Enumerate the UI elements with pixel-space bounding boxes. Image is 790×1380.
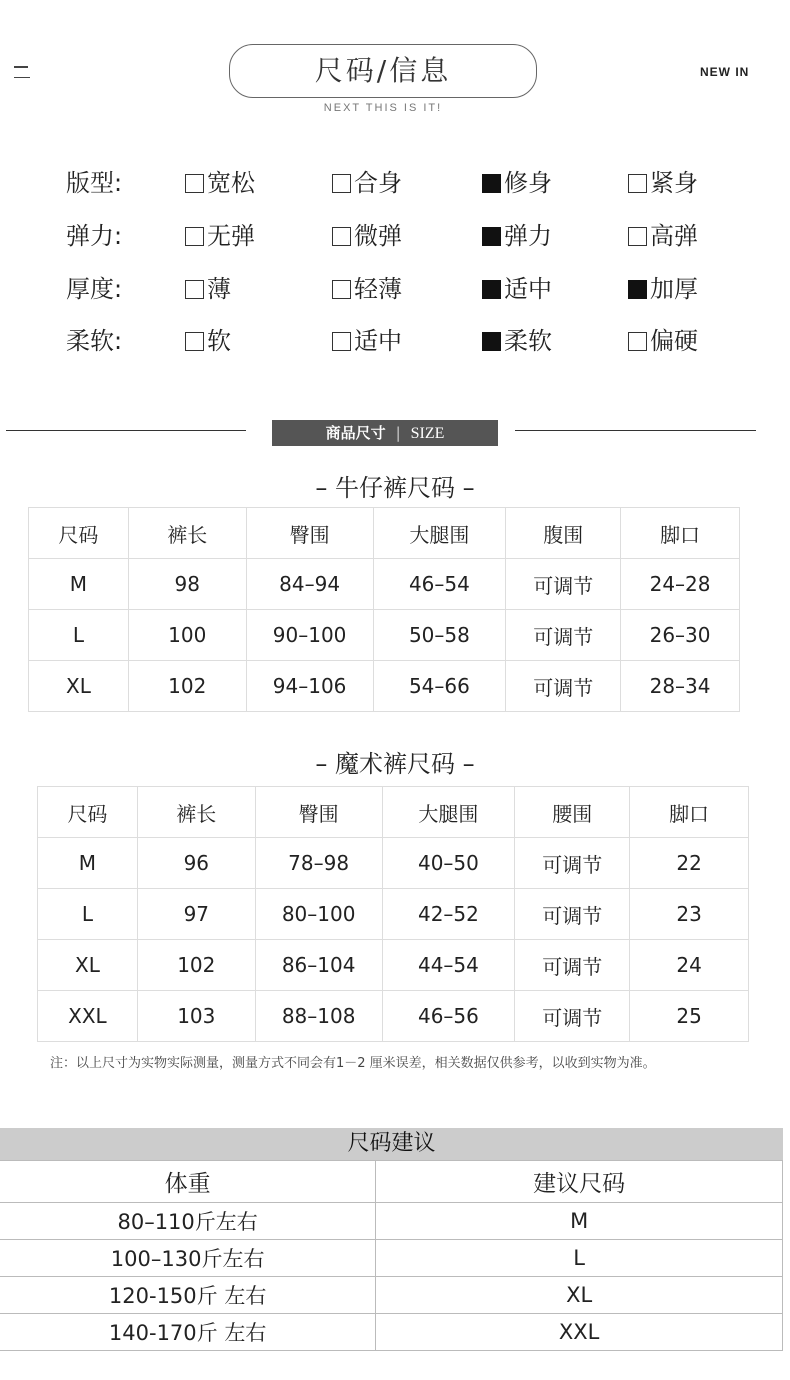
checked-box-icon (482, 174, 501, 193)
table-cell: 97 (137, 889, 255, 940)
attribute-row (0, 269, 790, 309)
attribute-option (185, 269, 231, 304)
table-cell: 102 (128, 661, 246, 712)
table-header-row (38, 787, 749, 838)
attribute-row (0, 163, 790, 203)
attribute-option (482, 216, 552, 251)
attribute-option (185, 163, 255, 198)
table-cell: 可调节 (506, 610, 621, 661)
table-header-cell: 尺码 (29, 508, 129, 559)
attribute-option (482, 269, 552, 304)
table-cell: L (29, 610, 129, 661)
attribute-option (628, 163, 698, 198)
table-cell: 46–56 (382, 991, 515, 1042)
table-header-cell: 腹围 (506, 508, 621, 559)
table-header-cell: 脚口 (621, 508, 740, 559)
unchecked-box-icon (332, 174, 351, 193)
attribute-option-label: 适中 (354, 327, 402, 355)
recommend-row (0, 1240, 783, 1277)
table-cell: 26–30 (621, 610, 740, 661)
attribute-label: 厚度: (66, 275, 123, 303)
table-header-row (29, 508, 740, 559)
unchecked-box-icon (185, 280, 204, 299)
checked-box-icon (482, 227, 501, 246)
table-cell: 24 (630, 940, 749, 991)
table-cell: 103 (137, 991, 255, 1042)
table-cell: 94–106 (246, 661, 373, 712)
table-cell: 23 (630, 889, 749, 940)
recommend-row (0, 1203, 783, 1240)
table-cell: 96 (137, 838, 255, 889)
table-row (38, 940, 749, 991)
table-cell: 88–108 (255, 991, 382, 1042)
unchecked-box-icon (628, 332, 647, 351)
menu-icon[interactable] (14, 66, 30, 80)
table-cell: 78–98 (255, 838, 382, 889)
table-row (29, 610, 740, 661)
attribute-option (332, 216, 402, 251)
attribute-option-label: 高弹 (650, 222, 698, 250)
table-cell: 54–66 (373, 661, 506, 712)
table-cell: 28–34 (621, 661, 740, 712)
recommend-cell: XL (376, 1277, 783, 1314)
section-title-en: SIZE (410, 425, 445, 442)
recommend-cell: L (376, 1240, 783, 1277)
attribute-option (332, 269, 402, 304)
table-header-cell: 尺码 (38, 787, 138, 838)
table-cell: 可调节 (506, 559, 621, 610)
table-cell: XXL (38, 991, 138, 1042)
attribute-option-label: 软 (207, 327, 231, 355)
table-cell: 84–94 (246, 559, 373, 610)
checked-box-icon (482, 332, 501, 351)
section-separator: | (395, 424, 401, 442)
unchecked-box-icon (628, 174, 647, 193)
table-cell: 86–104 (255, 940, 382, 991)
unchecked-box-icon (185, 174, 204, 193)
table-cell: 可调节 (515, 991, 630, 1042)
table-header-cell: 裤长 (128, 508, 246, 559)
table-row (38, 991, 749, 1042)
page-subtitle: NEXT THIS IS IT! (323, 102, 443, 114)
attribute-option-label: 加厚 (650, 275, 698, 303)
attribute-option-label: 无弹 (207, 222, 255, 250)
magic-table-title: – 魔术裤尺码 – (315, 750, 475, 778)
table-cell: XL (29, 661, 129, 712)
table-header-cell: 臀围 (255, 787, 382, 838)
jeans-table-title: – 牛仔裤尺码 – (315, 474, 475, 502)
attribute-option-label: 紧身 (650, 169, 698, 197)
attribute-label: 版型: (66, 169, 123, 197)
table-cell: 44–54 (382, 940, 515, 991)
unchecked-box-icon (332, 280, 351, 299)
recommend-row (0, 1277, 783, 1314)
recommend-cell: 120-150斤 左右 (0, 1277, 376, 1314)
table-row (38, 838, 749, 889)
table-cell: M (38, 838, 138, 889)
attribute-option-label: 轻薄 (354, 275, 402, 303)
recommend-cell: XXL (376, 1314, 783, 1351)
table-header-cell: 腰围 (515, 787, 630, 838)
table-header-cell: 大腿围 (373, 508, 506, 559)
checked-box-icon (628, 280, 647, 299)
attribute-option (185, 216, 255, 251)
recommend-cell: 100–130斤左右 (0, 1240, 376, 1277)
attribute-option (628, 321, 698, 356)
table-header-cell: 大腿围 (382, 787, 515, 838)
attribute-option (185, 321, 231, 356)
magic-size-table (37, 786, 749, 1042)
table-cell: 102 (137, 940, 255, 991)
divider-left (6, 430, 246, 431)
attribute-option (332, 321, 402, 356)
table-cell: XL (38, 940, 138, 991)
attribute-row (0, 216, 790, 256)
attribute-option-label: 微弹 (354, 222, 402, 250)
table-row (29, 559, 740, 610)
table-cell: 可调节 (515, 889, 630, 940)
unchecked-box-icon (628, 227, 647, 246)
table-cell: 40–50 (382, 838, 515, 889)
recommend-cell: 80–110斤左右 (0, 1203, 376, 1240)
unchecked-box-icon (332, 332, 351, 351)
table-cell: 46–54 (373, 559, 506, 610)
unchecked-box-icon (185, 227, 204, 246)
recommend-title: 尺码建议 (0, 1128, 783, 1160)
table-cell: 22 (630, 838, 749, 889)
table-cell: 可调节 (506, 661, 621, 712)
recommend-row (0, 1314, 783, 1351)
attribute-option-label: 柔软 (504, 327, 552, 355)
recommend-cell: M (376, 1203, 783, 1240)
page-title: 尺码/信息 (229, 44, 537, 98)
attribute-option (332, 163, 402, 198)
recommend-header-row (0, 1161, 783, 1203)
table-cell: 24–28 (621, 559, 740, 610)
attribute-option-label: 宽松 (207, 169, 255, 197)
attribute-option (482, 321, 552, 356)
unchecked-box-icon (185, 332, 204, 351)
table-row (29, 661, 740, 712)
table-row (38, 889, 749, 940)
table-cell: 可调节 (515, 940, 630, 991)
recommend-header-cell: 体重 (0, 1161, 376, 1203)
table-header-cell: 裤长 (137, 787, 255, 838)
table-cell: L (38, 889, 138, 940)
table-cell: 90–100 (246, 610, 373, 661)
measurement-note: 注：以上尺寸为实物实际测量，测量方式不同会有1－2 厘米误差，相关数据仅供参考，以收到实物为准。 (50, 1056, 656, 1071)
attribute-option-label: 偏硬 (650, 327, 698, 355)
recommend-table (0, 1160, 783, 1351)
attribute-option-label: 修身 (504, 169, 552, 197)
table-cell: 98 (128, 559, 246, 610)
attribute-option (482, 163, 552, 198)
recommend-header-cell: 建议尺码 (376, 1161, 783, 1203)
table-cell: 80–100 (255, 889, 382, 940)
attribute-label: 柔软: (66, 327, 123, 355)
attribute-option-label: 薄 (207, 275, 231, 303)
section-badge (272, 420, 498, 446)
attribute-option (628, 269, 698, 304)
attribute-option-label: 弹力 (504, 222, 552, 250)
jeans-size-table (28, 507, 740, 712)
attribute-row (0, 321, 790, 361)
table-header-cell: 脚口 (630, 787, 749, 838)
table-cell: 50–58 (373, 610, 506, 661)
unchecked-box-icon (332, 227, 351, 246)
table-cell: 100 (128, 610, 246, 661)
table-header-cell: 臀围 (246, 508, 373, 559)
table-cell: 25 (630, 991, 749, 1042)
checked-box-icon (482, 280, 501, 299)
table-cell: M (29, 559, 129, 610)
table-cell: 可调节 (515, 838, 630, 889)
table-cell: 42–52 (382, 889, 515, 940)
section-title-cn: 商品尺寸 (325, 424, 386, 442)
attribute-option-label: 合身 (354, 169, 402, 197)
attribute-label: 弹力: (66, 222, 123, 250)
divider-right (515, 430, 756, 431)
attribute-option-label: 适中 (504, 275, 552, 303)
attribute-option (628, 216, 698, 251)
new-in-label: NEW IN (700, 65, 750, 79)
recommend-cell: 140-170斤 左右 (0, 1314, 376, 1351)
